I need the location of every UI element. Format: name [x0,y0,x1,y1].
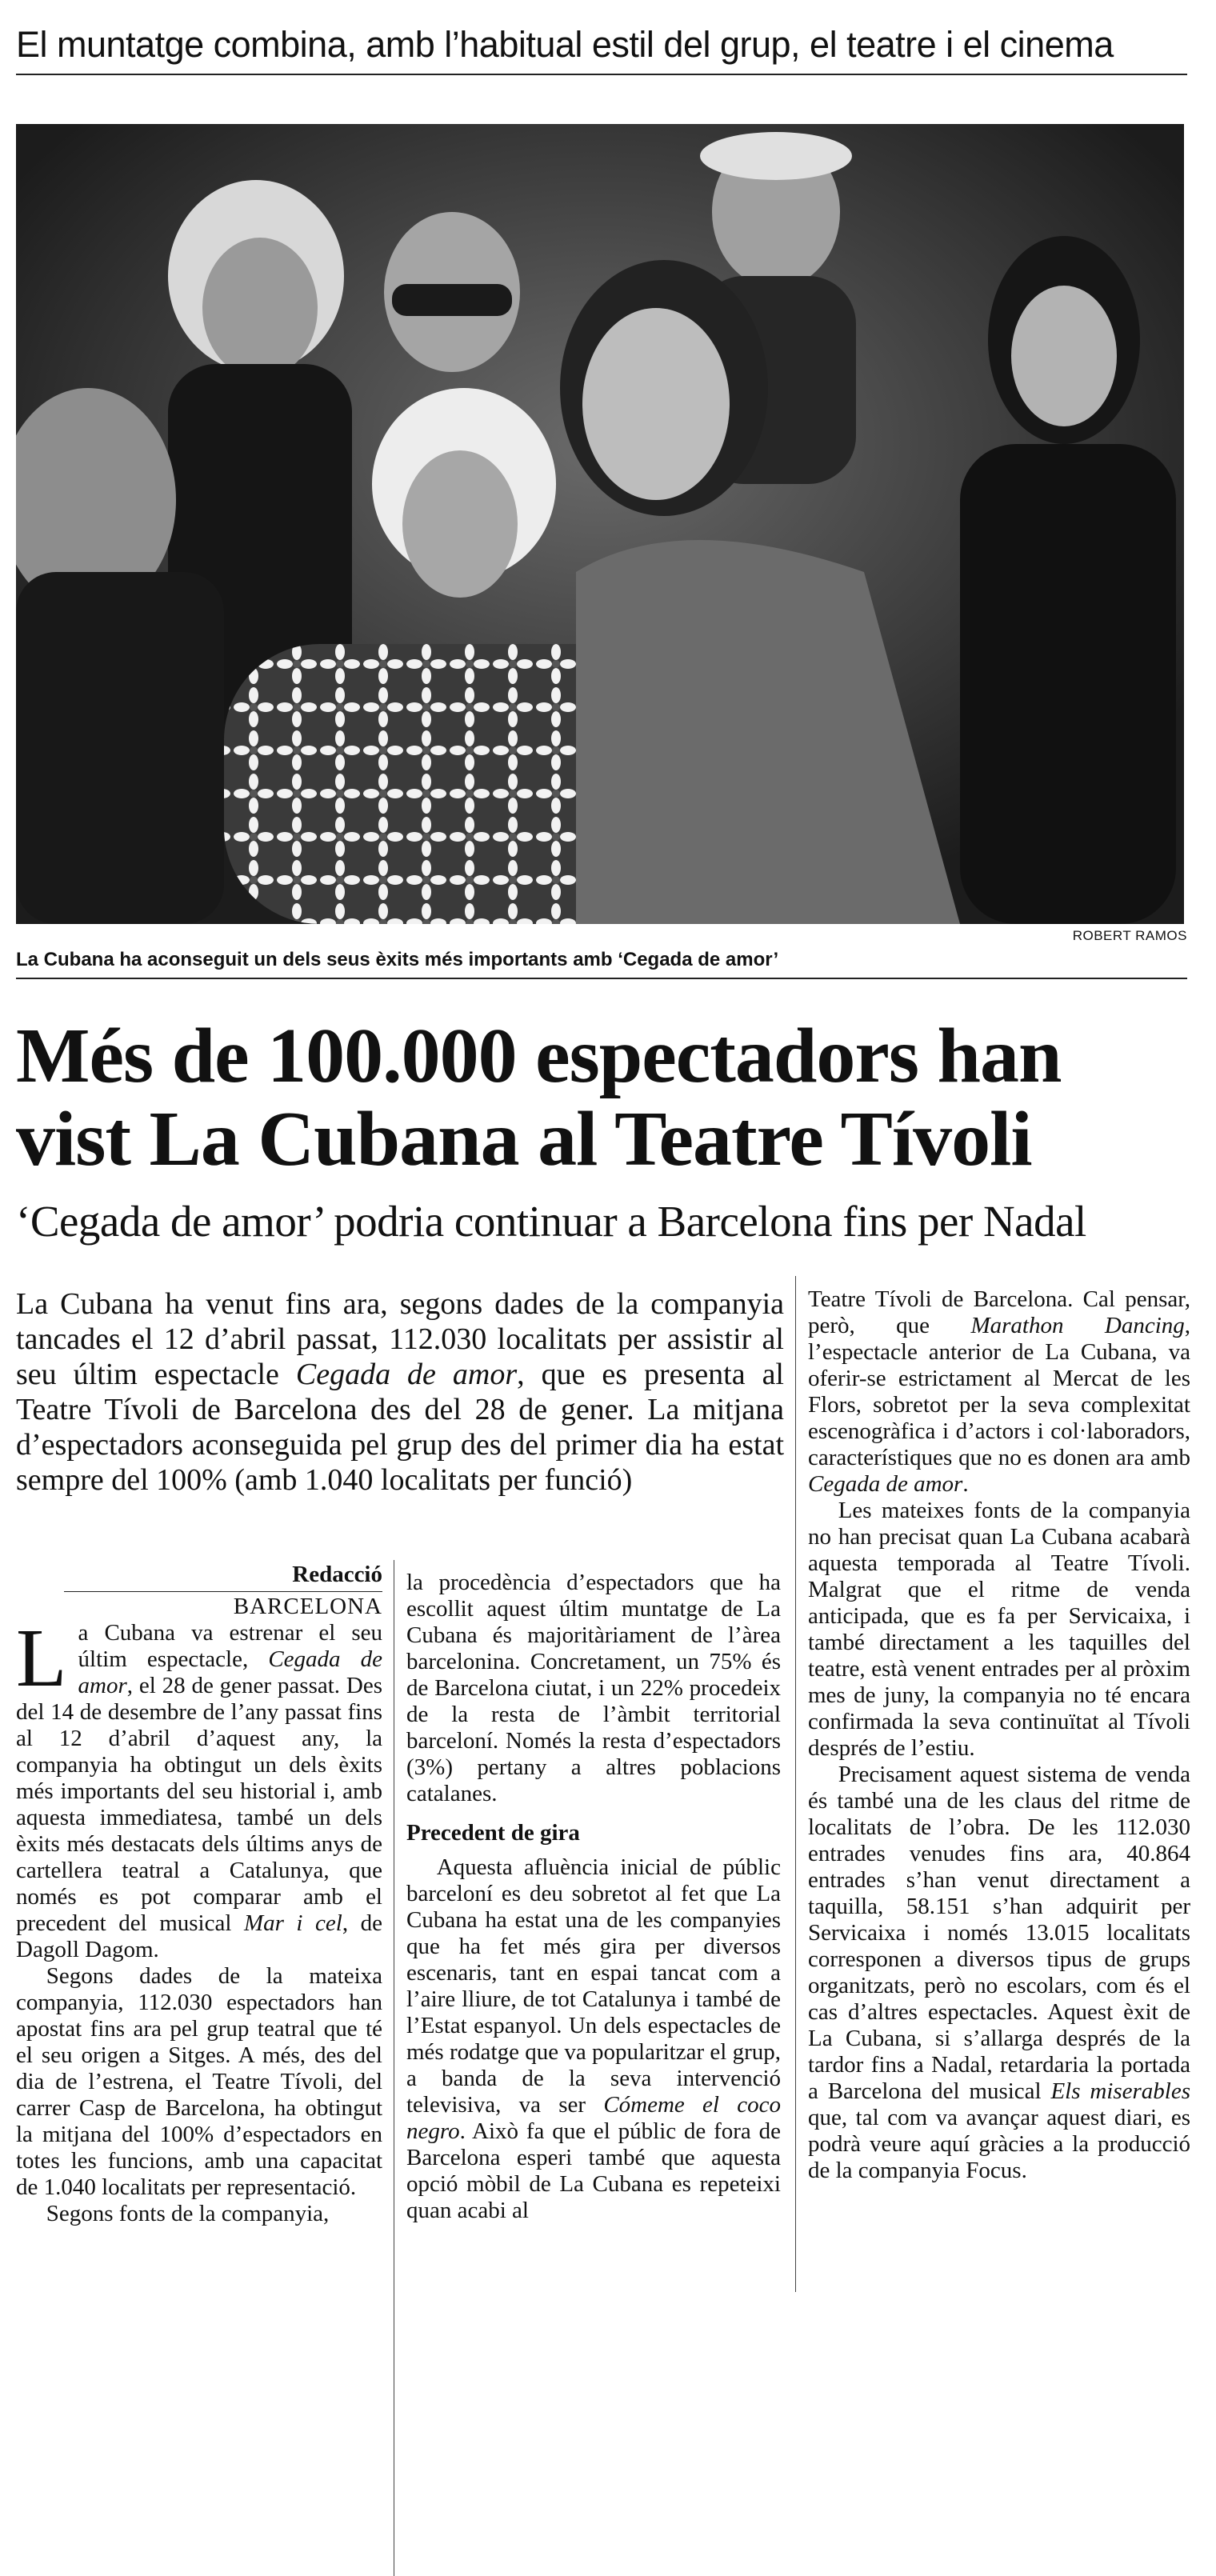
col3-p3-title: Els miserables [1050,2078,1190,2104]
photo-credit: ROBERT RAMOS [1072,928,1187,943]
col1-paragraph-1 [16,1612,383,1963]
col3-p1-title: Marathon Dancing [970,1313,1185,1338]
col2-paragraph-1: la procedència d’espectadors que ha escollit aquest últim muntatge de La Cubana és majoritàriament de l’àrea barcelonina. Concretament, un 75% és de Barcelona ciutat, i un 22% procedeix de la resta de l’àmbit territorial barceloní. Només la resta d’espectadors (3%) pertany a altres poblacions catalanes. [406,1570,781,1806]
lead-text-1: La Cubana ha venut fins ara, segons dades de la companyia tancades el 12 d’abril passat, 112.030 localitats per assistir al seu últim espectacle [16,1287,784,1391]
kicker: El muntatge combina, amb l’habitual estil del grup, el teatre i el cinema [16,24,1114,65]
byline-author: Redacció [292,1562,382,1587]
col1-p1-title: Cegada de amor [78,1646,383,1698]
lead-show-title: Cegada de amor [295,1358,518,1391]
news-photo [16,124,1184,924]
col3-paragraph-3 [808,1762,1190,2184]
headline-line-2: vist La Cubana al Teatre Tívoli [16,1096,1032,1182]
section-subhead: Precedent de gira [406,1820,580,1846]
column-rule-2 [795,1276,796,2292]
col2-p2-text-a: Aquesta afluència inicial de públic barceloní es deu sobretot al fet que La Cubana ha estat una de les companyies que ha fet més gira per diversos escenaris, tant en espai tancat com a l’aire lliure, de tot Catalunya i també de l’Estat espanyol. Un dels espectacles de més rodatge que va popularitzar el grup, a banda de la seva intervenció televisiva, va ser [406,1854,781,2118]
byline-rule [64,1591,382,1592]
lead-paragraph [16,1286,784,1498]
article-column-2 [406,1570,781,2224]
col3-p1-title-2: Cegada de amor [808,1471,963,1497]
col3-paragraph-2: Les mateixes fonts de la companyia no han precisat quan La Cubana acabarà aquesta temporada al Teatre Tívoli. Malgrat que el ritme de venda anticipada, que es fa per Servicaixa, i també directament a les taquilles del teatre, està venent entrades per al pròxim mes de juny, la companyia no té encara confirmada la seva continuïtat al Tívoli després de l’estiu. [808,1498,1190,1761]
col2-p2-title: Cómeme el coco negro [406,2092,781,2144]
col1-p1-text-b: , el 28 de gener passat. Des del 14 de desembre de l’any passat fins al 12 d’abril d’aquest any, la companyia ha obtingut un dels èxits més importants del seu historial i, amb aquesta immediatesa, també un dels èxits més destacats dels últims anys de cartellera teatral a Catalunya, que només es pot comparar amb el precedent del musical [16,1673,382,1936]
col3-p1-text-b: , l’espectacle anterior de La Cubana, va oferir-se estrictament al Mercat de les Flors, sobretot per la seva complexitat escenogràfica i d’actors i col·laboradors, característiques que no es donen ara amb [808,1313,1190,1470]
col1-paragraph-3: Segons fonts de la companyia, [46,2201,330,2226]
col3-p1-text-c: . [962,1471,969,1497]
col3-paragraph-1 [808,1286,1190,1498]
col2-p2-text-b: . Això fa que el públic de fora de Barcelona esperi també que aquesta opció mòbil de La Cubana es repeteixi quan acabi al [406,2118,781,2223]
col1-p1-text-c: , de Dagoll Dagom. [16,1910,382,1962]
photo-illustration [16,124,1184,924]
lead-text-2: , que es presenta al Teatre Tívoli de Barcelona des del 28 de gener. La mitjana d’espectadors aconseguida pel grup des del primer dia ha estat sempre del 100% (amb 1.040 localitats per funció) [16,1358,784,1497]
col3-p1-text-a: Teatre Tívoli de Barcelona. Cal pensar, però, que [808,1286,1190,1338]
article-column-3 [808,1286,1190,2184]
photo-caption: La Cubana ha aconseguit un dels seus èxits més importants amb ‘Cegada de amor’ [16,949,779,970]
col1-p1-text-a: a Cubana va estrenar el seu últim espectacle, [78,1620,382,1672]
col3-p3-text-b: que, tal com va avançar aquest diari, es podrà veure aquí gràcies a la producció de la companyia Focus. [808,2105,1190,2183]
subheadline: ‘Cegada de amor’ podria continuar a Barcelona fins per Nadal [16,1197,1086,1246]
article-column-1 [16,1562,382,2227]
kicker-rule [16,74,1187,75]
drop-cap: L [16,1612,67,1704]
col2-paragraph-2 [406,1854,781,2224]
col3-p3-text-a: Precisament aquest sistema de venda és també una de les claus del ritme de localitats de l’obra. De les 112.030 entrades venudes fins ara, 40.864 entrades s’han venut directament a taquilla, 58.151 s’han adquirit per Servicaixa i només 13.015 localitats corresponen a diversos tipus de grups organitzats, però no escolars, com és el cas d’altres espectacles. Aquest èxit de La Cubana, si s’allarga després de la tardor fins a Nadal, retardaria la portada a Barcelona del musical [808,1762,1190,2104]
caption-rule [16,978,1187,979]
col1-p1-title-2: Mar i cel [243,1910,342,1936]
byline-place: BARCELONA [233,1594,382,1619]
headline [16,1014,1192,1181]
headline-line-1: Més de 100.000 espectadors han [16,1013,1062,1099]
col1-paragraph-2: Segons dades de la mateixa companyia, 112.030 espectadors han apostat fins ara pel grup teatral que té el seu origen a Sitges. A més, des del dia de l’estrena, el Teatre Tívoli, del carrer Casp de Barcelona, ha obtingut la mitjana del 100% d’espectadors en totes les funcions, amb una capacitat de 1.040 localitats per representació. [16,1963,382,2200]
